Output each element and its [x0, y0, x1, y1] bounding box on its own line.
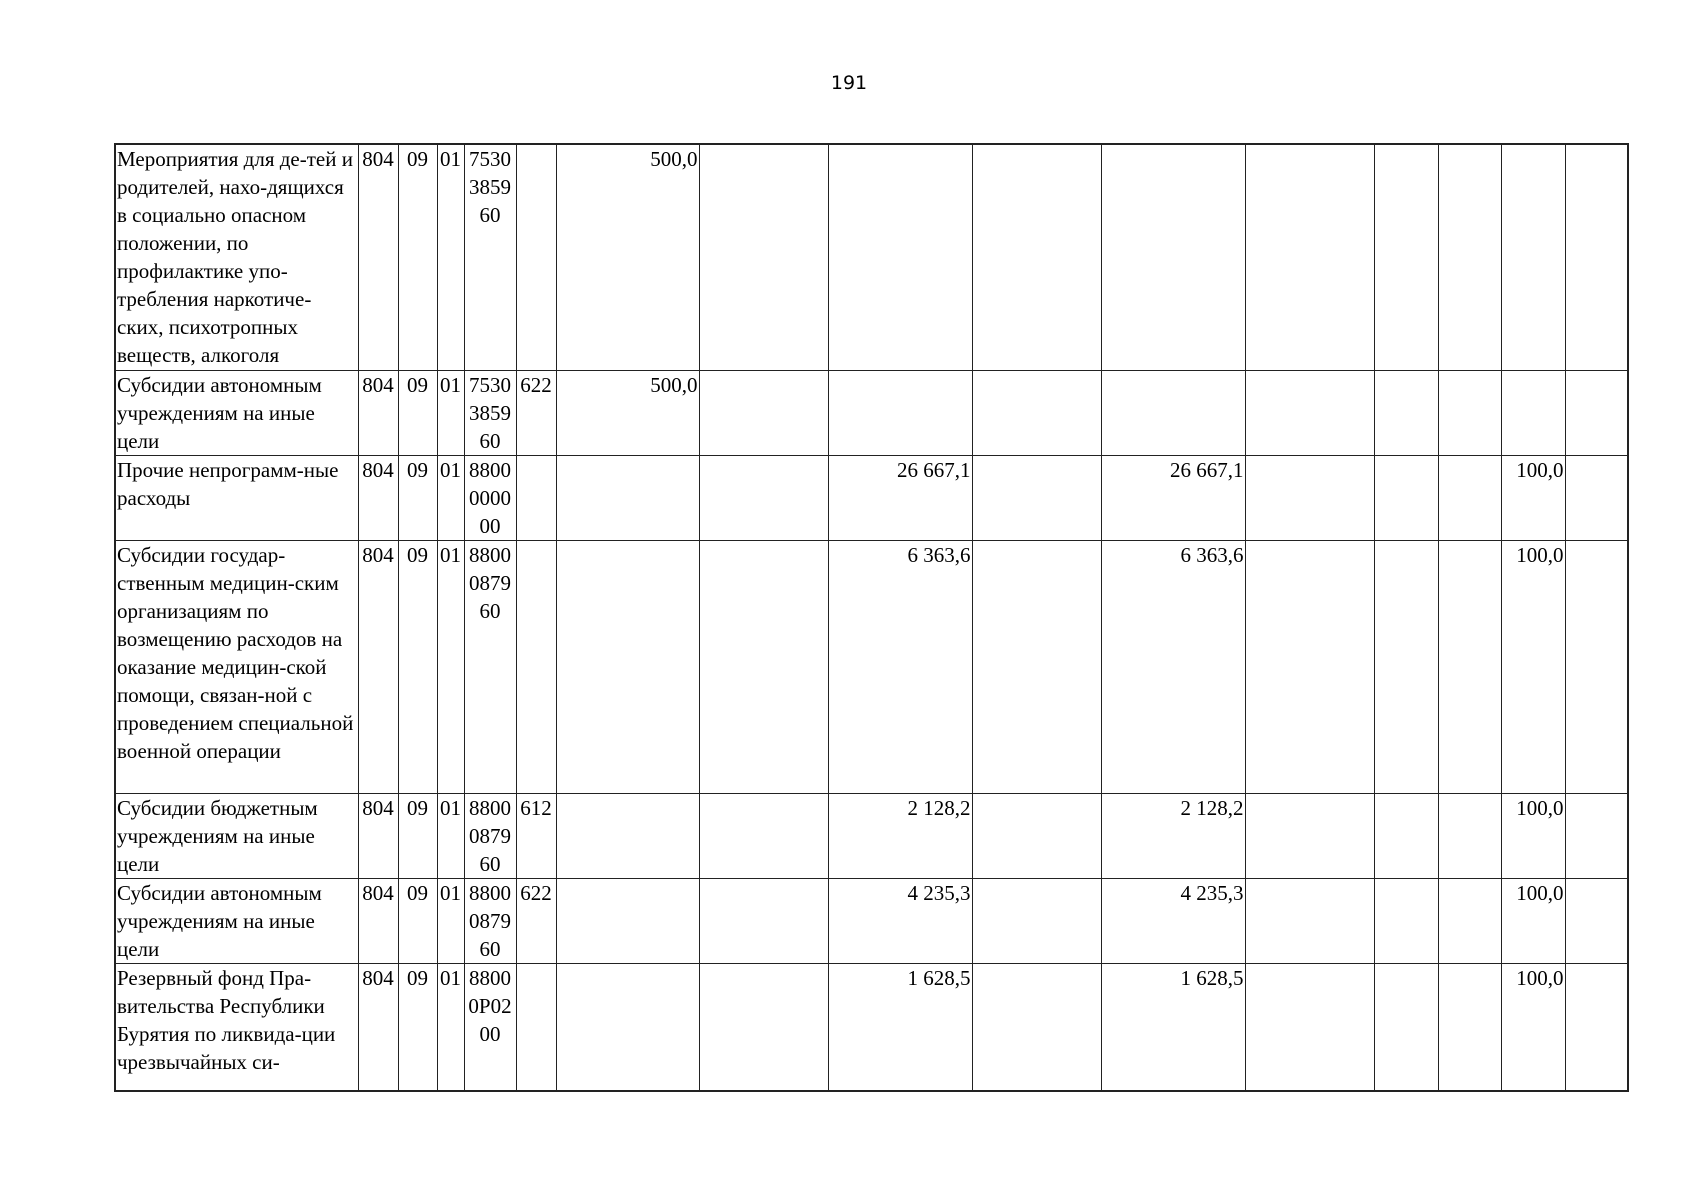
value-8 — [1438, 540, 1501, 793]
code-section: 09 — [398, 370, 437, 455]
code-target: 88000P0200 — [464, 963, 516, 1091]
row-name: Резервный фонд Пра-вительства Республики Бурятия по ликвида-ции чрезвычайных си- — [115, 963, 358, 1091]
value-4 — [972, 540, 1101, 793]
code-admin: 804 — [358, 963, 398, 1091]
value-9: 100,0 — [1501, 963, 1565, 1091]
value-5: 2 128,2 — [1101, 793, 1245, 878]
table-row — [115, 370, 1628, 455]
value-5 — [1101, 370, 1245, 455]
value-4 — [972, 963, 1101, 1091]
value-1: 500,0 — [556, 370, 699, 455]
value-1: 500,0 — [556, 144, 699, 370]
value-4 — [972, 793, 1101, 878]
code-expense-type — [516, 144, 556, 370]
row-name: Мероприятия для де-тей и родителей, нахо-дящихся в социально опасном положении, по профилактике упо-требления наркотиче-ских, психотропных веществ, алкоголя — [115, 144, 358, 370]
value-1 — [556, 878, 699, 963]
budget-table — [114, 143, 1629, 1092]
value-2 — [699, 144, 828, 370]
value-1 — [556, 540, 699, 793]
value-1 — [556, 793, 699, 878]
code-target: 8800087960 — [464, 793, 516, 878]
code-section: 09 — [398, 540, 437, 793]
value-8 — [1438, 963, 1501, 1091]
table-row — [115, 540, 1628, 793]
code-section: 09 — [398, 455, 437, 540]
value-1 — [556, 455, 699, 540]
value-7 — [1374, 878, 1438, 963]
value-7 — [1374, 963, 1438, 1091]
value-2 — [699, 878, 828, 963]
value-6 — [1245, 540, 1374, 793]
code-expense-type — [516, 963, 556, 1091]
value-7 — [1374, 144, 1438, 370]
table-row — [115, 793, 1628, 878]
value-7 — [1374, 455, 1438, 540]
row-name: Прочие непрограмм-ные расходы — [115, 455, 358, 540]
value-3: 6 363,6 — [828, 540, 972, 793]
value-4 — [972, 455, 1101, 540]
code-expense-type: 622 — [516, 878, 556, 963]
value-5: 1 628,5 — [1101, 963, 1245, 1091]
value-8 — [1438, 878, 1501, 963]
code-admin: 804 — [358, 370, 398, 455]
code-admin: 804 — [358, 793, 398, 878]
value-10 — [1565, 455, 1628, 540]
value-10 — [1565, 793, 1628, 878]
code-expense-type — [516, 455, 556, 540]
code-target: 7530385960 — [464, 370, 516, 455]
value-5: 4 235,3 — [1101, 878, 1245, 963]
value-8 — [1438, 793, 1501, 878]
row-name: Субсидии государ-ственным медицин-ским организациям по возмещению расходов на оказание медицин-ской помощи, связан-ной с проведением специальной военной операции — [115, 540, 358, 793]
table-row — [115, 878, 1628, 963]
value-3: 4 235,3 — [828, 878, 972, 963]
code-subsection: 01 — [437, 878, 464, 963]
value-10 — [1565, 370, 1628, 455]
value-4 — [972, 370, 1101, 455]
row-name: Субсидии бюджетным учреждениям на иные цели — [115, 793, 358, 878]
page-number: 191 — [830, 72, 868, 94]
value-2 — [699, 963, 828, 1091]
value-8 — [1438, 455, 1501, 540]
value-7 — [1374, 540, 1438, 793]
value-6 — [1245, 144, 1374, 370]
value-8 — [1438, 370, 1501, 455]
code-admin: 804 — [358, 455, 398, 540]
value-2 — [699, 455, 828, 540]
code-subsection: 01 — [437, 144, 464, 370]
code-section: 09 — [398, 144, 437, 370]
value-6 — [1245, 793, 1374, 878]
code-expense-type: 612 — [516, 793, 556, 878]
code-target: 8800087960 — [464, 878, 516, 963]
value-10 — [1565, 540, 1628, 793]
value-3: 1 628,5 — [828, 963, 972, 1091]
value-3: 26 667,1 — [828, 455, 972, 540]
value-1 — [556, 963, 699, 1091]
table-row — [115, 144, 1628, 370]
value-5 — [1101, 144, 1245, 370]
value-9: 100,0 — [1501, 540, 1565, 793]
value-6 — [1245, 963, 1374, 1091]
code-section: 09 — [398, 878, 437, 963]
value-6 — [1245, 878, 1374, 963]
row-name: Субсидии автономным учреждениям на иные цели — [115, 878, 358, 963]
code-expense-type — [516, 540, 556, 793]
code-section: 09 — [398, 963, 437, 1091]
table-row — [115, 963, 1628, 1091]
value-9 — [1501, 370, 1565, 455]
value-8 — [1438, 144, 1501, 370]
value-10 — [1565, 144, 1628, 370]
value-3 — [828, 144, 972, 370]
value-9 — [1501, 144, 1565, 370]
code-target: 8800000000 — [464, 455, 516, 540]
code-subsection: 01 — [437, 455, 464, 540]
value-3: 2 128,2 — [828, 793, 972, 878]
code-admin: 804 — [358, 540, 398, 793]
code-section: 09 — [398, 793, 437, 878]
code-subsection: 01 — [437, 963, 464, 1091]
value-2 — [699, 793, 828, 878]
value-9: 100,0 — [1501, 878, 1565, 963]
code-subsection: 01 — [437, 540, 464, 793]
value-9: 100,0 — [1501, 455, 1565, 540]
table-row — [115, 455, 1628, 540]
value-10 — [1565, 963, 1628, 1091]
value-2 — [699, 370, 828, 455]
value-2 — [699, 540, 828, 793]
value-7 — [1374, 370, 1438, 455]
row-name: Субсидии автономным учреждениям на иные цели — [115, 370, 358, 455]
value-9: 100,0 — [1501, 793, 1565, 878]
code-target: 7530385960 — [464, 144, 516, 370]
value-10 — [1565, 878, 1628, 963]
code-subsection: 01 — [437, 793, 464, 878]
code-target: 8800087960 — [464, 540, 516, 793]
value-6 — [1245, 455, 1374, 540]
value-7 — [1374, 793, 1438, 878]
code-admin: 804 — [358, 144, 398, 370]
value-4 — [972, 878, 1101, 963]
code-subsection: 01 — [437, 370, 464, 455]
value-4 — [972, 144, 1101, 370]
value-3 — [828, 370, 972, 455]
value-6 — [1245, 370, 1374, 455]
value-5: 6 363,6 — [1101, 540, 1245, 793]
code-admin: 804 — [358, 878, 398, 963]
value-5: 26 667,1 — [1101, 455, 1245, 540]
code-expense-type: 622 — [516, 370, 556, 455]
